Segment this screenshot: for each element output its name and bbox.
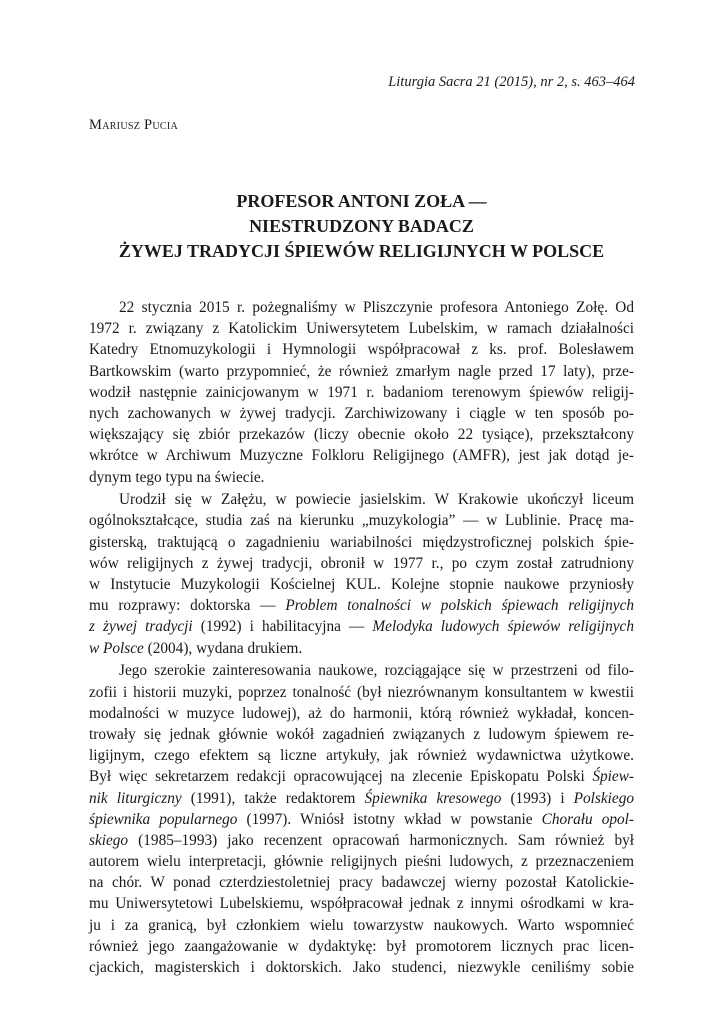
- paragraph-line: ligijnym, czego efektem są liczne artykuły, jak również wydawnictwa użytkowe.: [89, 747, 634, 765]
- paragraph-line: nik liturgiczny (1991), także redaktorem Śpiewnika kresowego (1993) i Polskiego: [89, 789, 634, 807]
- paragraph-line: ju i za granicą, był członkiem wielu towarzystw naukowych. Warto wspomnieć: [89, 916, 634, 934]
- paragraph-line: mu rozprawy: doktorska — Problem tonalności w polskich śpiewach religijnych: [89, 597, 635, 615]
- paragraph-line: większający się zbiór przekazów (liczy obecnie około 22 tysiące), przekształcony: [89, 426, 634, 444]
- paragraph-line: nych zachowanych w żywej tradycji. Zarchiwizowany i ciągle w ten sposób po-: [89, 404, 634, 422]
- paragraph-line: Był więc sekretarzem redakcji opracowującej na zlecenie Episkopatu Polski Śpiew-: [89, 768, 634, 786]
- paragraph-line: wodził następnie zainicjowanym w 1971 r. badaniom terenowym śpiewów religij-: [89, 383, 634, 401]
- running-head: Liturgia Sacra 21 (2015), nr 2, s. 463–464: [388, 74, 635, 90]
- paragraph-line: Katedry Etnomuzykologii i Hymnologii współpracował z ks. prof. Bolesławem: [89, 341, 634, 359]
- author-name: Mariusz Pucia: [89, 117, 179, 133]
- paragraph-line: cjackich, magisterskich i doktorskich. Jako studenci, niezwykle ceniliśmy sobie: [89, 959, 634, 976]
- paragraph-line: mu Uniwersytetowi Lubelskiemu, współpracował jednak z innymi ośrodkami w kra-: [89, 895, 634, 913]
- paragraph-line: zofii i historii muzyki, poprzez tonalność (był niezrównanym konsultantem w kwestii: [89, 683, 634, 701]
- paragraph-line: również jego zaangażowanie w dydaktykę: był promotorem licznych prac licen-: [89, 937, 634, 955]
- paragraph: [89, 660, 634, 978]
- title-line: ŻYWEJ TRADYCJI ŚPIEWÓW RELIGIJNYCH W POLSCE: [118, 241, 605, 261]
- paragraph-line: 22 stycznia 2015 r. pożegnaliśmy w Pliszczynie profesora Antoniego Zołę. Od: [119, 299, 634, 316]
- article-title: [89, 189, 634, 264]
- title-line: PROFESOR ANTONI ZOŁA —: [236, 191, 487, 211]
- paragraph-line: dynym tego typu na świecie.: [89, 468, 265, 486]
- paragraph-line: wkrótce w Archiwum Muzyczne Folkloru Religijnego (AMFR), jest jak dotąd je-: [89, 447, 634, 465]
- paragraph-line: w Instytucie Muzykologii Kościelnej KUL. Kolejne stopnie naukowe przyniosły: [89, 576, 634, 594]
- paragraph-line: z żywej tradycji (1992) i habilitacyjna — Melodyka ludowych śpiewów religijnych: [89, 618, 634, 636]
- paragraph-line: modalności w muzyce ludowej), aż do harmonii, którą również wykładał, koncen-: [89, 704, 634, 722]
- title-line: NIESTRUDZONY BADACZ: [249, 216, 474, 236]
- paragraph-line: śpiewnika popularnego (1997). Wniósł istotny wkład w powstanie Chorału opol-: [89, 810, 635, 828]
- paragraph-line: Bartkowskim (warto przypomnieć, że również zmarłym nagle przed 17 laty), prze-: [89, 362, 634, 380]
- paragraph-line: trowały się jednak głównie wokół zagadnień związanych z ludowym śpiewem re-: [89, 725, 634, 743]
- paragraph-line: gisterską, traktującą o zagadnieniu wariabilności międzystroficznej polskich śpie-: [89, 533, 634, 551]
- paragraph-line: Jego szerokie zainteresowania naukowe, rozciągające się w przestrzeni od filo-: [119, 662, 634, 680]
- paragraph-line: w Polsce (2004), wydana drukiem.: [89, 639, 303, 657]
- paragraph-line: skiego (1985–1993) jako recenzent opracowań harmonicznych. Sam również był: [89, 831, 634, 849]
- paragraph-line: wów religijnych z żywej tradycji, obronił w 1977 r., po czym został zatrudniony: [89, 554, 634, 572]
- paragraph-line: ogólnokształcące, studia zaś na kierunku „muzykologia” — w Lublinie. Pracę ma-: [89, 512, 634, 530]
- paragraph: [89, 297, 634, 488]
- article-body: [89, 297, 634, 980]
- paragraph-line: 1972 r. związany z Katolickim Uniwersytetem Lubelskim, w ramach działalności: [89, 320, 634, 338]
- paragraph-line: na chór. W ponad czterdziestoletniej pracy badawczej wierny pozostał Katolickie-: [89, 874, 634, 892]
- paragraph-line: Urodził się w Załężu, w powiecie jasielskim. W Krakowie ukończył liceum: [119, 491, 634, 509]
- paragraph: [89, 489, 634, 659]
- paragraph-line: autorem wielu interpretacji, głównie religijnych pieśni ludowych, z przeznaczeniem: [89, 853, 634, 871]
